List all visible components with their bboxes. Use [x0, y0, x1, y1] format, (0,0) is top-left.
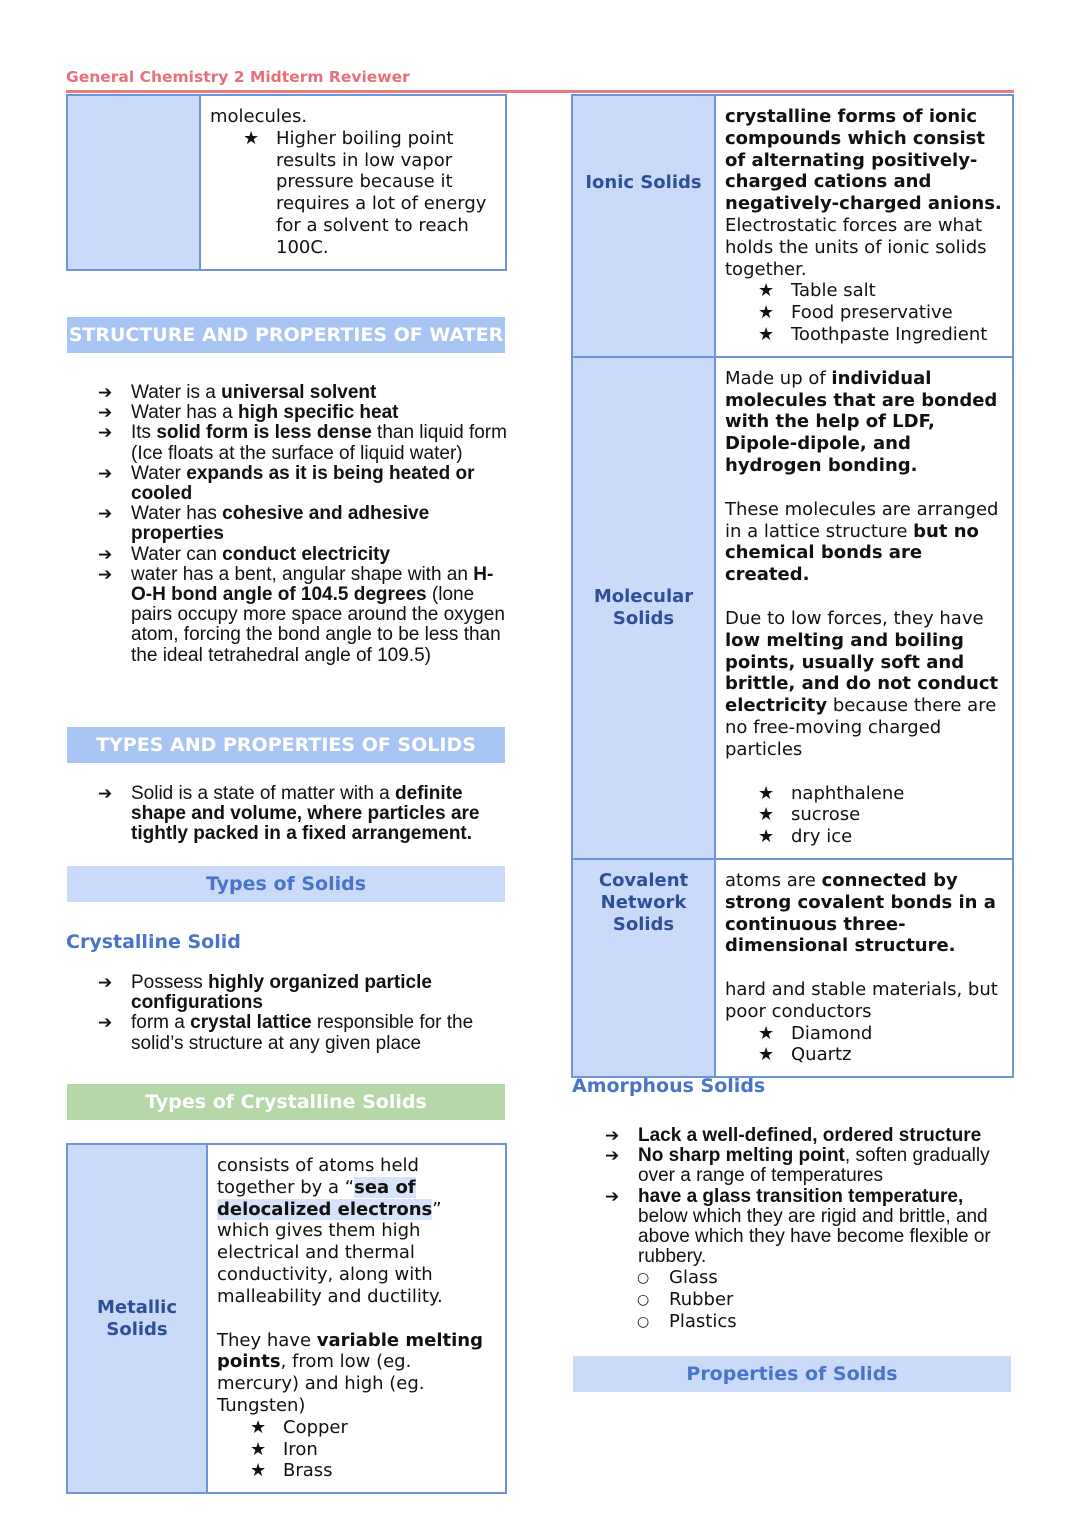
list-item: ★ Toothpaste Ingredient — [758, 324, 1004, 346]
list-item: ★ naphthalene — [758, 783, 1004, 805]
ionic-description: crystalline forms of ionic compounds which consist of alternating positively-charged cations and negatively-charged anions. Electrostatic forces are what holds the units of ionic solids together. — [725, 106, 1002, 280]
list-item: ➔ Solid is a state of matter with a definite shape and volume, where particles are tightly packed in a fixed arrangement. — [98, 784, 510, 845]
metallic-label: Metallic Solids — [67, 1144, 207, 1493]
continuation-content — [200, 95, 506, 270]
list-item: ➔ water has a bent, angular shape with an H-O-H bond angle of 104.5 degrees (lone pairs occupy more space around the oxygen atom, forcing the bond angle to be less than the ideal tetrahedral angle of 109.5) — [98, 565, 510, 666]
solids-definition-list — [98, 784, 510, 845]
molecular-properties: Due to low forces, they have low melting and boiling points, usually soft and brittle, and do not conduct electricity because there are no free-moving charged particles — [725, 607, 999, 760]
water-section-banner: STRUCTURE AND PROPERTIES OF WATER — [67, 317, 505, 353]
list-item: ★ Higher boiling point results in low vapor pressure because it requires a lot of energy for a solvent to reach 100C. — [243, 128, 497, 259]
list-item: ○ Rubber — [637, 1289, 737, 1311]
list-item: ★ Diamond — [758, 1023, 1004, 1045]
covalent-description: atoms are connected by strong covalent bonds in a continuous three-dimensional structure. — [725, 869, 996, 957]
molecular-description: Made up of individual molecules that are bonded with the help of LDF, Dipole-dipole, and hydrogen bonding. — [725, 367, 998, 476]
list-item: ➔ Water has a high specific heat — [98, 403, 510, 423]
list-item: ★ Brass — [250, 1460, 497, 1482]
ionic-label: Ionic Solids — [572, 95, 715, 357]
document-title: General Chemistry 2 Midterm Reviewer — [66, 68, 410, 86]
list-item: ➔ No sharp melting point, soften gradually over a range of temperatures — [605, 1146, 1015, 1186]
list-item: ➔ have a glass transition temperature, below which they are rigid and brittle, and above which they have become flexible or rubbery. — [605, 1187, 1015, 1268]
header-divider — [66, 90, 1014, 93]
crystalline-types-banner: Types of Crystalline Solids — [67, 1084, 505, 1120]
crystalline-heading: Crystalline Solid — [66, 931, 241, 953]
covalent-content — [715, 859, 1013, 1077]
list-item: ★ sucrose — [758, 804, 1004, 826]
water-properties-list — [98, 383, 510, 666]
list-item: ★ dry ice — [758, 826, 1004, 848]
list-item: ➔ Lack a well-defined, ordered structure — [605, 1126, 1015, 1146]
types-of-solids-banner: Types of Solids — [67, 866, 505, 902]
list-item: ➔ Possess highly organized particle configurations — [98, 973, 510, 1013]
list-item: ➔ Water can conduct electricity — [98, 545, 510, 565]
list-item: ★ Iron — [250, 1439, 497, 1461]
continuation-bullets — [210, 128, 497, 259]
empty-label-cell — [67, 95, 200, 270]
list-item: ★ Copper — [250, 1417, 497, 1439]
list-item: ➔ Its solid form is less dense than liquid form (Ice floats at the surface of liquid water) — [98, 423, 510, 463]
molecular-examples — [725, 783, 1004, 848]
solid-types-table — [571, 94, 1014, 1078]
metallic-content — [207, 1144, 506, 1493]
properties-of-solids-banner: Properties of Solids — [573, 1356, 1011, 1392]
metallic-solids-table — [66, 1143, 507, 1494]
molecular-label: Molecular Solids — [572, 357, 715, 859]
metallic-examples — [217, 1417, 497, 1482]
continuation-table — [66, 94, 507, 271]
molecular-content — [715, 357, 1013, 859]
covalent-examples — [725, 1023, 1004, 1067]
list-item: ★ Quartz — [758, 1044, 1004, 1066]
list-item: ➔ Water expands as it is being heated or cooled — [98, 464, 510, 504]
list-item: ➔ Water is a universal solvent — [98, 383, 510, 403]
crystalline-list — [98, 973, 510, 1054]
list-item: ➔ form a crystal lattice responsible for the solid’s structure at any given place — [98, 1013, 510, 1053]
continuation-text: molecules. — [210, 106, 308, 127]
metallic-melting-points: They have variable melting points, from low (eg. mercury) and high (eg. Tungsten) — [217, 1329, 483, 1416]
amorphous-heading: Amorphous Solids — [572, 1075, 766, 1097]
ionic-examples — [725, 280, 1004, 345]
covalent-properties: hard and stable materials, but poor conductors — [725, 979, 998, 1022]
metallic-description: consists of atoms held together by a “sea of delocalized electrons” which gives them high electrical and thermal conductivity, along with malleability and ductility. — [217, 1155, 443, 1307]
list-item: ★ Table salt — [758, 280, 1004, 302]
amorphous-examples — [637, 1267, 737, 1333]
list-item: ○ Glass — [637, 1267, 737, 1289]
solids-section-banner: TYPES AND PROPERTIES OF SOLIDS — [67, 727, 505, 763]
list-item: ○ Plastics — [637, 1311, 737, 1333]
list-item: ➔ Water has cohesive and adhesive properties — [98, 504, 510, 544]
molecular-lattice: These molecules are arranged in a lattice structure but no chemical bonds are created. — [725, 498, 999, 586]
list-item: ★ Food preservative — [758, 302, 1004, 324]
ionic-content — [715, 95, 1013, 357]
amorphous-list — [605, 1126, 1015, 1267]
covalent-label: Covalent Network Solids — [572, 859, 715, 1077]
